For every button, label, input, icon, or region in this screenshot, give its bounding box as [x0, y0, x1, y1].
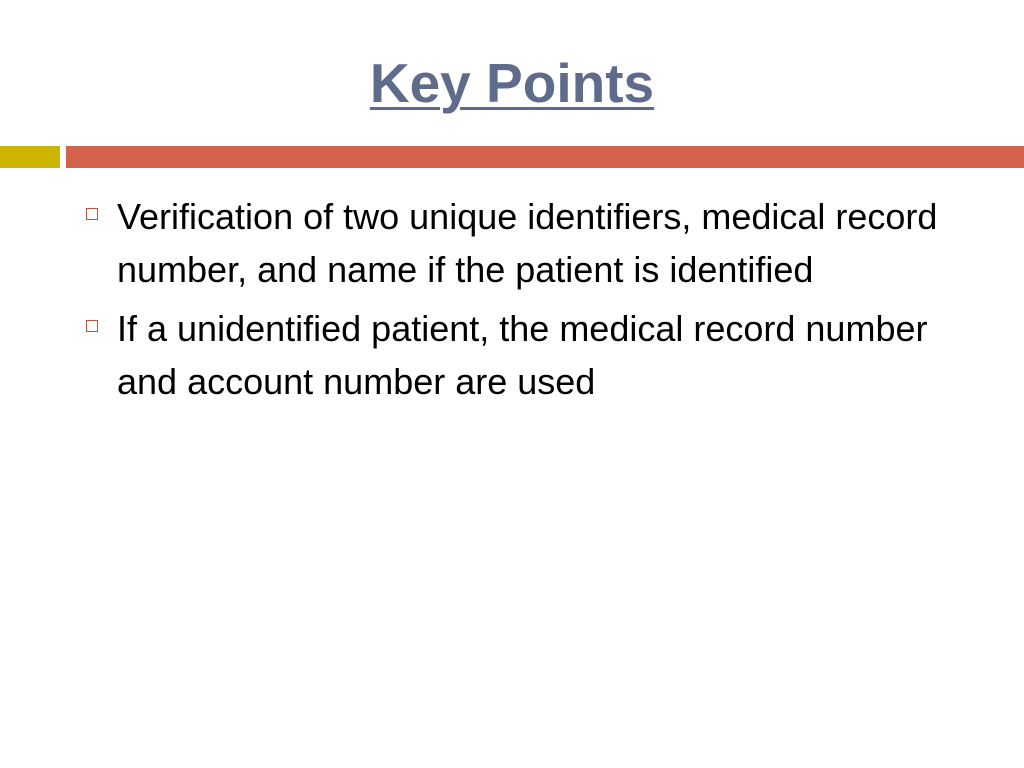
accent-bar-left: [0, 146, 60, 168]
accent-bar-right: [66, 146, 1024, 168]
hollow-square-bullet-icon: [86, 208, 98, 220]
slide-title: Key Points: [369, 52, 655, 114]
bullet-text: Verification of two unique identifiers, medical record number, and name if the patient is identified: [117, 196, 938, 290]
bullet-item: [82, 190, 982, 296]
bullet-item: [82, 302, 982, 408]
bullet-list: [82, 190, 982, 414]
bullet-text: If a unidentified patient, the medical record number and account number are used: [117, 308, 928, 402]
hollow-square-bullet-icon: [86, 320, 98, 332]
